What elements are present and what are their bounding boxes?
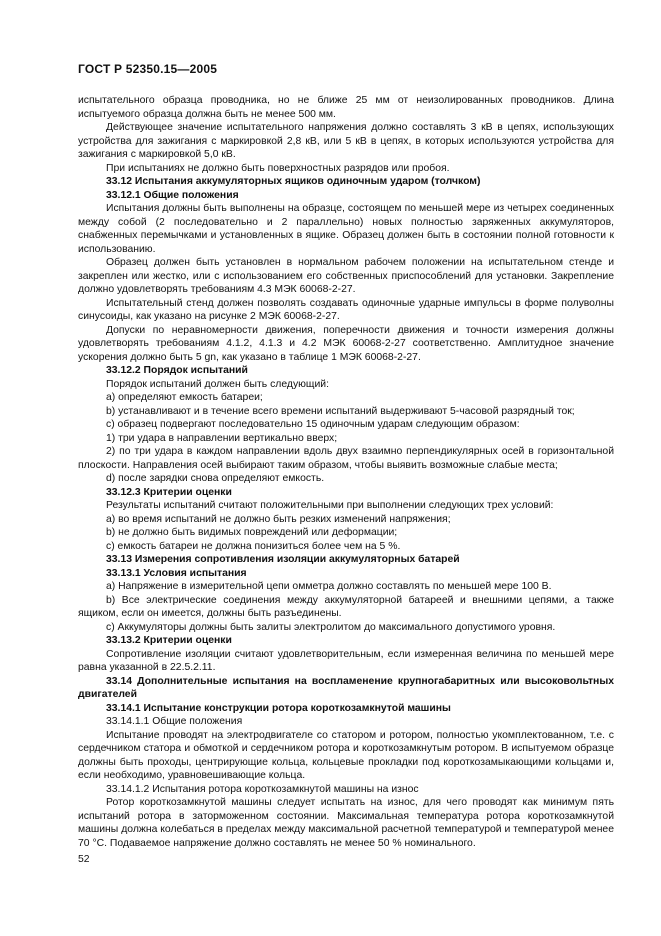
paragraph: d) после зарядки снова определяют емкость. (106, 473, 325, 484)
section-heading: 33.12 Испытания аккумуляторных ящиков одиночным ударом (толчком) (106, 176, 481, 187)
paragraph: Образец должен быть установлен в нормальном рабочем положении на испытательном стенде и закреплен или жестко, или с использованием его собственных приспособлений для установки. Закрепление должно удовлетворять требованиям 4.3 МЭК 60068-2-27. (78, 257, 614, 295)
section-heading: 33.14.1 Испытание конструкции ротора короткозамкнутой машины (106, 702, 451, 714)
paragraph: 2) по три удара в каждом направлении вдоль двух взаимно перпендикулярных осей в горизонтальной плоскости. Направления осей выбирают таким образом, чтобы выявить возможные слабые места; (78, 446, 614, 471)
section-heading: 33.13.1 Условия испытания (106, 567, 247, 579)
paragraph: 33.14.1.2 Испытания ротора короткозамкнутой машины на износ (106, 783, 419, 795)
section-heading: 33.12.2 Порядок испытаний (106, 365, 248, 376)
paragraph: a) во время испытаний не должно быть резких изменений напряжения; (106, 513, 451, 525)
document-title: ГОСТ Р 52350.15—2005 (78, 62, 218, 76)
paragraph: Порядок испытаний должен быть следующий: (106, 378, 329, 390)
paragraph: Результаты испытаний считают положительными при выполнении следующих трех условий: (106, 500, 554, 511)
section-heading: 33.12.3 Критерии оценки (106, 486, 232, 498)
section-heading: 33.13 Измерения сопротивления изоляции аккумуляторных батарей (106, 554, 460, 565)
paragraph: c) Аккумуляторы должны быть залиты электролитом до максимального допустимого уровня. (106, 621, 556, 633)
paragraph: При испытаниях не должно быть поверхностных разрядов или пробоя. (106, 162, 450, 174)
paragraph: Ротор короткозамкнутой машины следует испытать на износ, для чего проводят как минимум пять испытаний ротора в заторможенном состоянии. Максимальная температура ротора короткозамкнутой машины должна колебаться в пределах между максимальной расчетной температурой и температурой менее 70 °С. Подаваемое напряжение должно составлять не менее 50 % номинального. (78, 797, 614, 849)
section-heading: 33.12.1 Общие положения (106, 189, 239, 201)
paragraph: a) Напряжение в измерительной цепи омметра должно составлять по меньшей мере 100 В. (106, 581, 552, 592)
section-heading: 33.14 Дополнительные испытания на воспламенение крупногабаритных или высоковольтных двигателей (78, 675, 614, 700)
paragraph: Испытательный стенд должен позволять создавать одиночные ударные импульсы в форме полуволны синусоиды, как указано на рисунке 2 МЭК 60068-2-27. (78, 297, 614, 322)
paragraph: 1) три удара в направлении вертикально вверх; (106, 432, 338, 444)
document-body (78, 94, 614, 850)
paragraph: Испытания должны быть выполнены на образце, состоящем по меньшей мере из четырех соединенных между собой (2 последовательно и 2 параллельно) новых полностью заряженных аккумуляторов, снабженных перемычками и установленных в ящике. Образец должен быть в состоянии полной готовности к использованию. (78, 203, 614, 255)
paragraph: Испытание проводят на электродвигателе со статором и ротором, полностью укомплектованном, т.е. с сердечником статора и обмоткой и сердечником ротора и короткозамкнутым ротором. В испытуемом образце должны быть проходы, центрирующие кольца, кольцевые прокладки под короткозамыкающими кольцами и, если необходимо, уравновешивающие кольца. (78, 729, 614, 781)
paragraph: a) определяют емкость батареи; (106, 392, 263, 403)
paragraph: c) образец подвергают последовательно 15 одиночным ударам следующим образом: (106, 419, 520, 430)
section-heading: 33.13.2 Критерии оценки (106, 635, 232, 646)
paragraph: b) не должно быть видимых повреждений или деформации; (106, 527, 398, 538)
paragraph: Допуски по неравномерности движения, поперечности движения и точности измерения должны удовлетворять требованиям 4.1.2, 4.1.3 и 4.2 МЭК 60068-2-27 соответственно. Амплитудное значение ускорения должно быть 5 gn, как указано в таблице 1 МЭК 60068-2-27. (78, 324, 614, 363)
paragraph: Действующее значение испытательного напряжения должно составлять 3 кВ в цепях, использующих устройства для зажигания с маркировкой 2,8 кВ, или 5 кВ в цепях, в которых используются устройства для зажигания с маркировкой 5,0 кВ. (78, 122, 614, 160)
paragraph: Сопротивление изоляции считают удовлетворительным, если измеренная величина по меньшей мере равна указанной в 22.5.2.11. (78, 648, 614, 673)
paragraph: b) устанавливают и в течение всего времени испытаний выдерживают 5-часовой разрядный ток; (106, 405, 575, 417)
paragraph: испытательного образца проводника, но не ближе 25 мм от неизолированных проводников. Длина испытуемого образца должна быть не менее 500 мм. (78, 95, 614, 120)
paragraph: c) емкость батареи не должна понизиться более чем на 5 %. (106, 540, 401, 552)
paragraph: b) Все электрические соединения между аккумуляторной батареей и внешними цепями, а также ящиком, если он имеется, должны быть разъединены. (78, 594, 614, 619)
paragraph: 33.14.1.1 Общие положения (106, 716, 243, 727)
page-number: 52 (78, 854, 90, 865)
